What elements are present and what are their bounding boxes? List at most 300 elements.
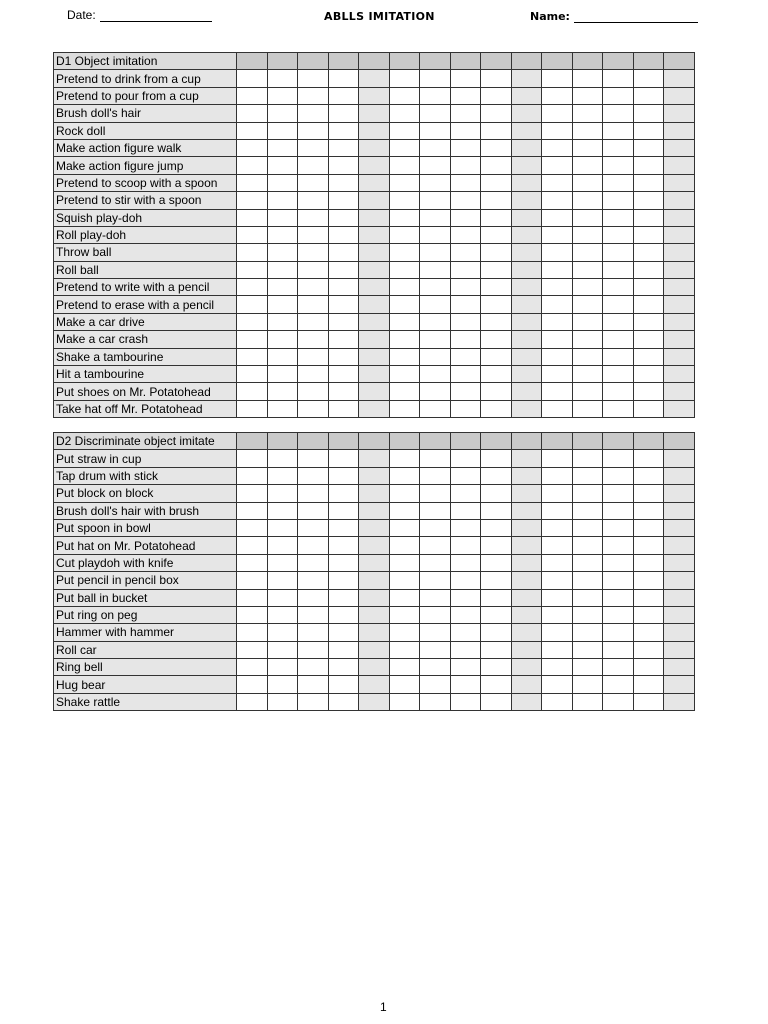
score-cell[interactable] — [389, 70, 420, 87]
score-cell[interactable] — [298, 519, 329, 536]
score-cell[interactable] — [450, 676, 481, 693]
score-cell[interactable] — [481, 279, 512, 296]
score-cell[interactable] — [481, 624, 512, 641]
score-cell[interactable] — [572, 122, 603, 139]
score-cell[interactable] — [603, 122, 634, 139]
score-cell[interactable] — [237, 296, 268, 313]
score-cell[interactable] — [633, 400, 664, 417]
score-cell[interactable] — [267, 331, 298, 348]
score-cell[interactable] — [267, 554, 298, 571]
score-cell[interactable] — [572, 174, 603, 191]
score-cell[interactable] — [603, 693, 634, 710]
score-cell[interactable] — [450, 537, 481, 554]
score-cell[interactable] — [298, 467, 329, 484]
score-cell[interactable] — [450, 192, 481, 209]
score-cell[interactable] — [664, 502, 695, 519]
score-cell[interactable] — [481, 519, 512, 536]
score-cell[interactable] — [450, 589, 481, 606]
score-cell[interactable] — [420, 261, 451, 278]
score-cell[interactable] — [603, 244, 634, 261]
score-cell[interactable] — [633, 279, 664, 296]
score-cell[interactable] — [511, 572, 542, 589]
score-cell[interactable] — [542, 331, 573, 348]
score-cell[interactable] — [511, 693, 542, 710]
score-cell[interactable] — [481, 313, 512, 330]
score-cell[interactable] — [328, 261, 359, 278]
score-cell[interactable] — [664, 519, 695, 536]
score-cell[interactable] — [664, 624, 695, 641]
score-cell[interactable] — [328, 467, 359, 484]
score-cell[interactable] — [359, 400, 390, 417]
score-cell[interactable] — [267, 641, 298, 658]
score-cell[interactable] — [481, 467, 512, 484]
score-cell[interactable] — [633, 383, 664, 400]
score-cell[interactable] — [450, 279, 481, 296]
score-cell[interactable] — [481, 676, 512, 693]
score-cell[interactable] — [359, 467, 390, 484]
score-cell[interactable] — [511, 676, 542, 693]
score-cell[interactable] — [420, 244, 451, 261]
score-cell[interactable] — [420, 157, 451, 174]
score-cell[interactable] — [603, 676, 634, 693]
score-cell[interactable] — [420, 209, 451, 226]
score-cell[interactable] — [481, 226, 512, 243]
score-cell[interactable] — [298, 537, 329, 554]
score-cell[interactable] — [267, 467, 298, 484]
score-cell[interactable] — [633, 485, 664, 502]
score-cell[interactable] — [603, 589, 634, 606]
score-cell[interactable] — [633, 606, 664, 623]
score-cell[interactable] — [664, 641, 695, 658]
score-cell[interactable] — [267, 537, 298, 554]
score-cell[interactable] — [328, 693, 359, 710]
score-cell[interactable] — [359, 244, 390, 261]
score-cell[interactable] — [267, 279, 298, 296]
score-cell[interactable] — [633, 589, 664, 606]
score-cell[interactable] — [359, 589, 390, 606]
score-cell[interactable] — [328, 572, 359, 589]
score-cell[interactable] — [633, 226, 664, 243]
score-cell[interactable] — [298, 296, 329, 313]
score-cell[interactable] — [420, 226, 451, 243]
score-cell[interactable] — [359, 313, 390, 330]
score-cell[interactable] — [267, 693, 298, 710]
score-cell[interactable] — [450, 244, 481, 261]
score-cell[interactable] — [633, 70, 664, 87]
score-cell[interactable] — [450, 331, 481, 348]
score-cell[interactable] — [389, 139, 420, 156]
score-cell[interactable] — [572, 87, 603, 104]
score-cell[interactable] — [603, 157, 634, 174]
score-cell[interactable] — [420, 589, 451, 606]
score-cell[interactable] — [481, 157, 512, 174]
score-cell[interactable] — [481, 192, 512, 209]
score-cell[interactable] — [359, 139, 390, 156]
score-cell[interactable] — [389, 624, 420, 641]
score-cell[interactable] — [572, 676, 603, 693]
score-cell[interactable] — [328, 348, 359, 365]
score-cell[interactable] — [389, 606, 420, 623]
score-cell[interactable] — [572, 70, 603, 87]
score-cell[interactable] — [298, 192, 329, 209]
score-cell[interactable] — [298, 589, 329, 606]
score-cell[interactable] — [664, 174, 695, 191]
score-cell[interactable] — [420, 485, 451, 502]
score-cell[interactable] — [603, 519, 634, 536]
score-cell[interactable] — [542, 467, 573, 484]
score-cell[interactable] — [359, 261, 390, 278]
score-cell[interactable] — [420, 467, 451, 484]
score-cell[interactable] — [511, 174, 542, 191]
score-cell[interactable] — [664, 192, 695, 209]
score-cell[interactable] — [450, 485, 481, 502]
score-cell[interactable] — [298, 279, 329, 296]
score-cell[interactable] — [511, 313, 542, 330]
score-cell[interactable] — [450, 139, 481, 156]
score-cell[interactable] — [481, 244, 512, 261]
score-cell[interactable] — [328, 383, 359, 400]
score-cell[interactable] — [389, 467, 420, 484]
score-cell[interactable] — [359, 502, 390, 519]
score-cell[interactable] — [603, 624, 634, 641]
score-cell[interactable] — [328, 244, 359, 261]
score-cell[interactable] — [450, 383, 481, 400]
score-cell[interactable] — [481, 366, 512, 383]
score-cell[interactable] — [359, 554, 390, 571]
score-cell[interactable] — [389, 261, 420, 278]
score-cell[interactable] — [572, 296, 603, 313]
score-cell[interactable] — [633, 209, 664, 226]
score-cell[interactable] — [450, 261, 481, 278]
score-cell[interactable] — [389, 331, 420, 348]
score-cell[interactable] — [572, 485, 603, 502]
score-cell[interactable] — [542, 313, 573, 330]
score-cell[interactable] — [542, 87, 573, 104]
score-cell[interactable] — [664, 366, 695, 383]
score-cell[interactable] — [511, 485, 542, 502]
score-cell[interactable] — [511, 502, 542, 519]
score-cell[interactable] — [298, 606, 329, 623]
score-cell[interactable] — [359, 122, 390, 139]
score-cell[interactable] — [511, 139, 542, 156]
score-cell[interactable] — [511, 537, 542, 554]
score-cell[interactable] — [328, 659, 359, 676]
score-cell[interactable] — [267, 87, 298, 104]
score-cell[interactable] — [511, 122, 542, 139]
score-cell[interactable] — [450, 606, 481, 623]
score-cell[interactable] — [572, 606, 603, 623]
score-cell[interactable] — [603, 641, 634, 658]
score-cell[interactable] — [664, 279, 695, 296]
score-cell[interactable] — [450, 659, 481, 676]
score-cell[interactable] — [237, 174, 268, 191]
score-cell[interactable] — [664, 105, 695, 122]
score-cell[interactable] — [572, 450, 603, 467]
score-cell[interactable] — [237, 676, 268, 693]
score-cell[interactable] — [389, 572, 420, 589]
score-cell[interactable] — [542, 485, 573, 502]
score-cell[interactable] — [237, 105, 268, 122]
score-cell[interactable] — [328, 296, 359, 313]
score-cell[interactable] — [481, 572, 512, 589]
score-cell[interactable] — [511, 366, 542, 383]
score-cell[interactable] — [328, 105, 359, 122]
score-cell[interactable] — [603, 485, 634, 502]
score-cell[interactable] — [511, 279, 542, 296]
score-cell[interactable] — [542, 572, 573, 589]
score-cell[interactable] — [389, 450, 420, 467]
score-cell[interactable] — [542, 693, 573, 710]
score-cell[interactable] — [633, 693, 664, 710]
score-cell[interactable] — [572, 519, 603, 536]
score-cell[interactable] — [450, 157, 481, 174]
score-cell[interactable] — [328, 624, 359, 641]
score-cell[interactable] — [542, 192, 573, 209]
score-cell[interactable] — [633, 450, 664, 467]
score-cell[interactable] — [359, 676, 390, 693]
score-cell[interactable] — [359, 70, 390, 87]
score-cell[interactable] — [237, 279, 268, 296]
score-cell[interactable] — [603, 659, 634, 676]
score-cell[interactable] — [389, 659, 420, 676]
score-cell[interactable] — [328, 226, 359, 243]
score-cell[interactable] — [298, 157, 329, 174]
score-cell[interactable] — [420, 554, 451, 571]
score-cell[interactable] — [420, 502, 451, 519]
score-cell[interactable] — [237, 244, 268, 261]
score-cell[interactable] — [481, 383, 512, 400]
score-cell[interactable] — [237, 572, 268, 589]
score-cell[interactable] — [511, 261, 542, 278]
score-cell[interactable] — [664, 226, 695, 243]
score-cell[interactable] — [237, 450, 268, 467]
score-cell[interactable] — [267, 209, 298, 226]
score-cell[interactable] — [298, 383, 329, 400]
score-cell[interactable] — [664, 313, 695, 330]
score-cell[interactable] — [481, 693, 512, 710]
score-cell[interactable] — [481, 209, 512, 226]
score-cell[interactable] — [298, 244, 329, 261]
score-cell[interactable] — [633, 105, 664, 122]
score-cell[interactable] — [450, 313, 481, 330]
score-cell[interactable] — [481, 400, 512, 417]
score-cell[interactable] — [389, 296, 420, 313]
score-cell[interactable] — [572, 537, 603, 554]
score-cell[interactable] — [359, 209, 390, 226]
score-cell[interactable] — [664, 122, 695, 139]
score-cell[interactable] — [389, 87, 420, 104]
score-cell[interactable] — [481, 659, 512, 676]
score-cell[interactable] — [450, 519, 481, 536]
score-cell[interactable] — [237, 554, 268, 571]
score-cell[interactable] — [359, 606, 390, 623]
score-cell[interactable] — [389, 641, 420, 658]
score-cell[interactable] — [633, 87, 664, 104]
score-cell[interactable] — [633, 502, 664, 519]
score-cell[interactable] — [572, 641, 603, 658]
score-cell[interactable] — [267, 70, 298, 87]
score-cell[interactable] — [542, 348, 573, 365]
score-cell[interactable] — [359, 192, 390, 209]
score-cell[interactable] — [450, 624, 481, 641]
score-cell[interactable] — [237, 87, 268, 104]
score-cell[interactable] — [267, 676, 298, 693]
score-cell[interactable] — [450, 348, 481, 365]
score-cell[interactable] — [572, 105, 603, 122]
score-cell[interactable] — [389, 485, 420, 502]
score-cell[interactable] — [633, 554, 664, 571]
score-cell[interactable] — [481, 589, 512, 606]
score-cell[interactable] — [298, 261, 329, 278]
score-cell[interactable] — [481, 606, 512, 623]
score-cell[interactable] — [511, 226, 542, 243]
score-cell[interactable] — [511, 641, 542, 658]
name-blank-line[interactable] — [574, 10, 698, 23]
score-cell[interactable] — [481, 502, 512, 519]
score-cell[interactable] — [542, 261, 573, 278]
score-cell[interactable] — [267, 105, 298, 122]
score-cell[interactable] — [664, 676, 695, 693]
score-cell[interactable] — [664, 659, 695, 676]
score-cell[interactable] — [420, 279, 451, 296]
score-cell[interactable] — [328, 400, 359, 417]
score-cell[interactable] — [572, 226, 603, 243]
score-cell[interactable] — [267, 261, 298, 278]
score-cell[interactable] — [237, 485, 268, 502]
score-cell[interactable] — [298, 209, 329, 226]
score-cell[interactable] — [572, 624, 603, 641]
score-cell[interactable] — [298, 485, 329, 502]
score-cell[interactable] — [633, 624, 664, 641]
score-cell[interactable] — [633, 244, 664, 261]
score-cell[interactable] — [298, 226, 329, 243]
score-cell[interactable] — [328, 485, 359, 502]
date-blank-line[interactable] — [100, 9, 212, 22]
score-cell[interactable] — [237, 192, 268, 209]
score-cell[interactable] — [328, 331, 359, 348]
score-cell[interactable] — [389, 554, 420, 571]
score-cell[interactable] — [237, 313, 268, 330]
score-cell[interactable] — [298, 502, 329, 519]
score-cell[interactable] — [298, 554, 329, 571]
score-cell[interactable] — [633, 572, 664, 589]
score-cell[interactable] — [603, 366, 634, 383]
score-cell[interactable] — [450, 450, 481, 467]
score-cell[interactable] — [420, 296, 451, 313]
score-cell[interactable] — [420, 70, 451, 87]
score-cell[interactable] — [298, 572, 329, 589]
score-cell[interactable] — [542, 502, 573, 519]
score-cell[interactable] — [633, 313, 664, 330]
score-cell[interactable] — [572, 209, 603, 226]
score-cell[interactable] — [328, 70, 359, 87]
score-cell[interactable] — [298, 400, 329, 417]
score-cell[interactable] — [633, 641, 664, 658]
score-cell[interactable] — [511, 157, 542, 174]
score-cell[interactable] — [389, 400, 420, 417]
score-cell[interactable] — [450, 467, 481, 484]
score-cell[interactable] — [542, 174, 573, 191]
score-cell[interactable] — [389, 676, 420, 693]
score-cell[interactable] — [511, 554, 542, 571]
score-cell[interactable] — [664, 70, 695, 87]
score-cell[interactable] — [450, 122, 481, 139]
score-cell[interactable] — [359, 226, 390, 243]
score-cell[interactable] — [572, 192, 603, 209]
score-cell[interactable] — [328, 122, 359, 139]
score-cell[interactable] — [481, 537, 512, 554]
score-cell[interactable] — [359, 519, 390, 536]
score-cell[interactable] — [542, 537, 573, 554]
score-cell[interactable] — [267, 383, 298, 400]
score-cell[interactable] — [328, 450, 359, 467]
score-cell[interactable] — [633, 537, 664, 554]
score-cell[interactable] — [237, 502, 268, 519]
score-cell[interactable] — [389, 366, 420, 383]
score-cell[interactable] — [267, 519, 298, 536]
score-cell[interactable] — [328, 502, 359, 519]
score-cell[interactable] — [359, 450, 390, 467]
score-cell[interactable] — [450, 226, 481, 243]
score-cell[interactable] — [389, 279, 420, 296]
score-cell[interactable] — [237, 659, 268, 676]
score-cell[interactable] — [603, 450, 634, 467]
score-cell[interactable] — [389, 589, 420, 606]
score-cell[interactable] — [237, 226, 268, 243]
score-cell[interactable] — [481, 296, 512, 313]
score-cell[interactable] — [664, 261, 695, 278]
score-cell[interactable] — [603, 209, 634, 226]
score-cell[interactable] — [267, 348, 298, 365]
score-cell[interactable] — [359, 641, 390, 658]
score-cell[interactable] — [542, 450, 573, 467]
score-cell[interactable] — [389, 192, 420, 209]
score-cell[interactable] — [603, 313, 634, 330]
score-cell[interactable] — [603, 400, 634, 417]
score-cell[interactable] — [298, 624, 329, 641]
score-cell[interactable] — [298, 70, 329, 87]
score-cell[interactable] — [420, 331, 451, 348]
score-cell[interactable] — [389, 383, 420, 400]
score-cell[interactable] — [420, 450, 451, 467]
score-cell[interactable] — [481, 641, 512, 658]
score-cell[interactable] — [572, 261, 603, 278]
score-cell[interactable] — [267, 485, 298, 502]
score-cell[interactable] — [298, 659, 329, 676]
score-cell[interactable] — [389, 537, 420, 554]
score-cell[interactable] — [237, 261, 268, 278]
score-cell[interactable] — [603, 226, 634, 243]
score-cell[interactable] — [237, 467, 268, 484]
score-cell[interactable] — [237, 157, 268, 174]
score-cell[interactable] — [359, 331, 390, 348]
score-cell[interactable] — [237, 209, 268, 226]
score-cell[interactable] — [481, 485, 512, 502]
score-cell[interactable] — [420, 139, 451, 156]
score-cell[interactable] — [664, 485, 695, 502]
score-cell[interactable] — [572, 554, 603, 571]
score-cell[interactable] — [450, 366, 481, 383]
score-cell[interactable] — [603, 261, 634, 278]
score-cell[interactable] — [542, 139, 573, 156]
score-cell[interactable] — [664, 244, 695, 261]
score-cell[interactable] — [572, 331, 603, 348]
score-cell[interactable] — [633, 261, 664, 278]
score-cell[interactable] — [359, 105, 390, 122]
score-cell[interactable] — [481, 348, 512, 365]
score-cell[interactable] — [420, 174, 451, 191]
score-cell[interactable] — [511, 87, 542, 104]
